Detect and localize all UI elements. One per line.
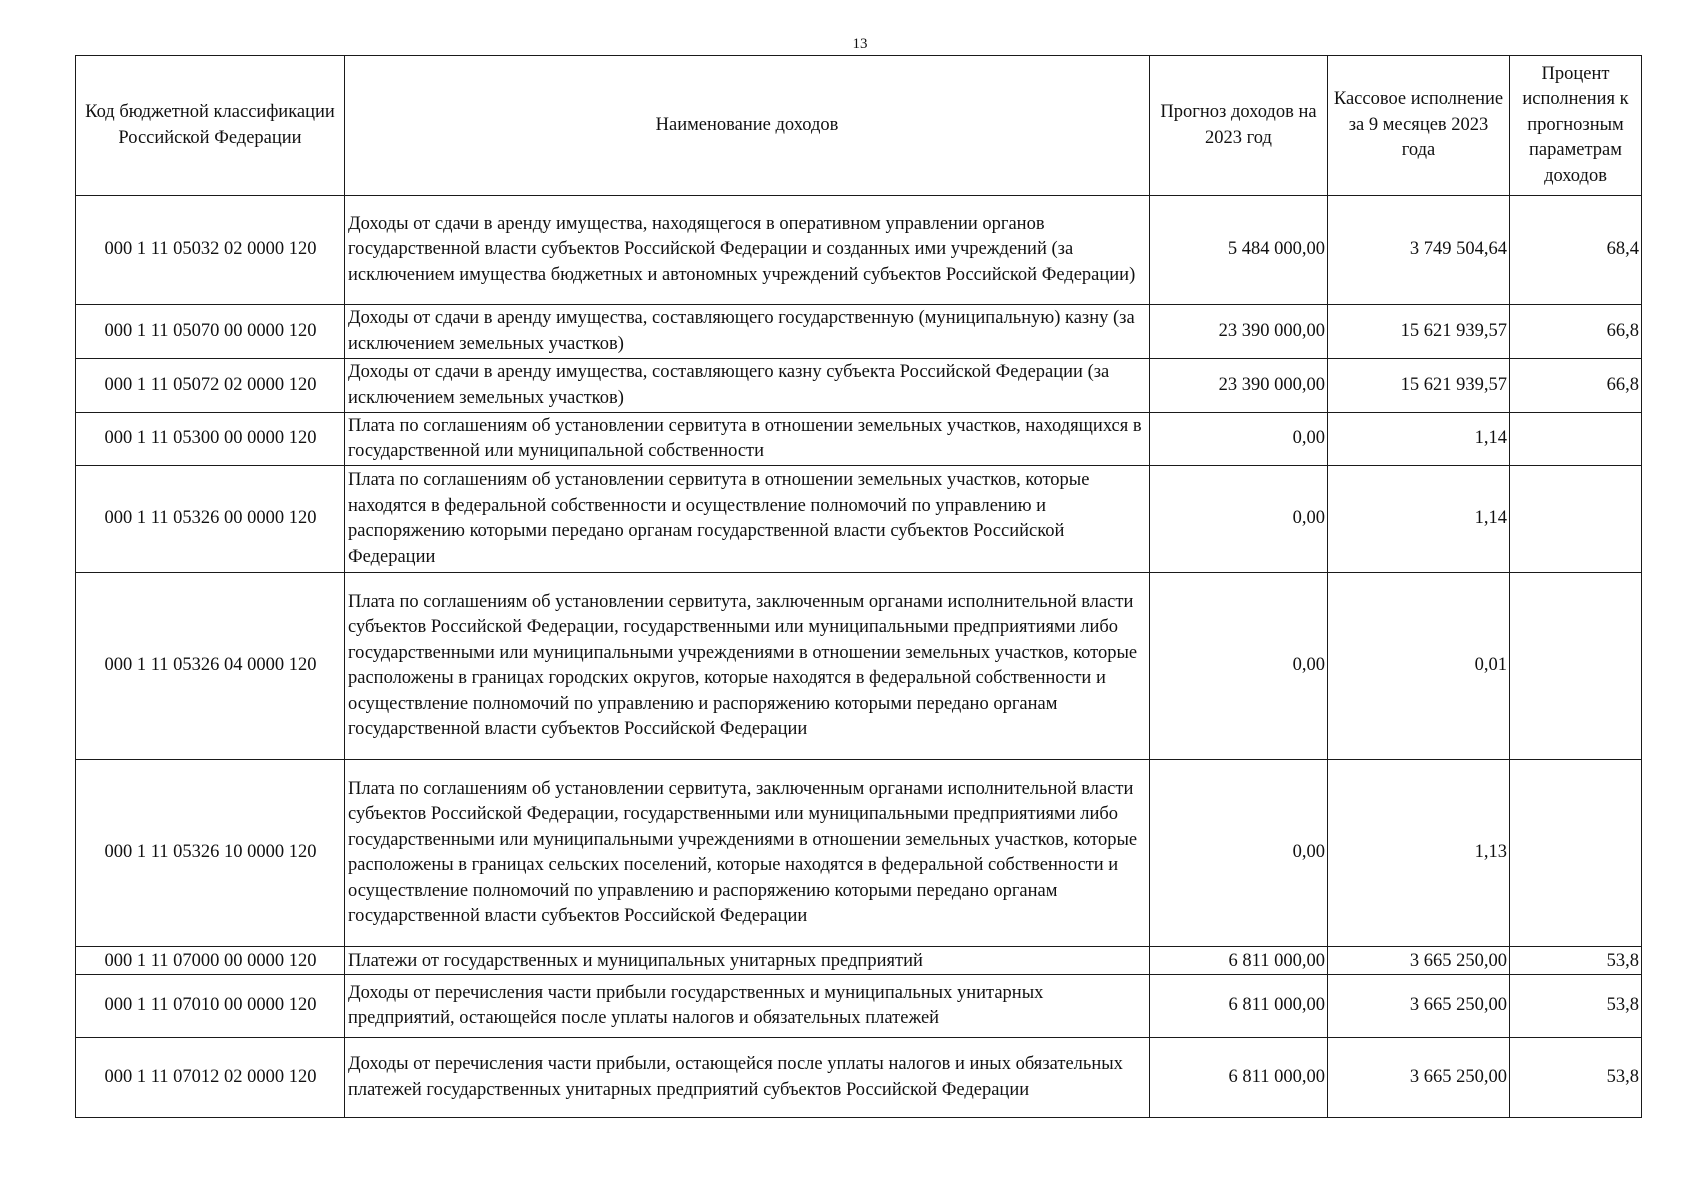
table-row <box>76 359 1642 413</box>
table-header-row <box>76 56 1642 196</box>
table-row <box>76 196 1642 305</box>
row-percent-value <box>1510 413 1642 466</box>
row-forecast-value: 23 390 000,00 <box>1150 359 1328 413</box>
row-percent-value: 68,4 <box>1510 196 1642 305</box>
header-revenue-name: Наименование доходов <box>345 56 1150 196</box>
revenue-table <box>75 55 1642 1118</box>
row-forecast-value: 0,00 <box>1150 413 1328 466</box>
row-forecast-value: 6 811 000,00 <box>1150 975 1328 1038</box>
table-row <box>76 1038 1642 1118</box>
row-forecast-value: 23 390 000,00 <box>1150 305 1328 359</box>
table-row <box>76 947 1642 975</box>
row-budget-code: 000 1 11 05070 00 0000 120 <box>76 305 345 359</box>
row-forecast-value: 0,00 <box>1150 573 1328 760</box>
table-row <box>76 466 1642 573</box>
row-percent-value: 53,8 <box>1510 975 1642 1038</box>
header-cash-execution: Кассовое исполнение за 9 месяцев 2023 года <box>1328 56 1510 196</box>
row-revenue-name: Платежи от государственных и муниципальных унитарных предприятий <box>345 947 1150 975</box>
row-revenue-name: Плата по соглашениям об установлении сервитута, заключенным органами исполнительной власти субъектов Российской Федерации, государственными или муниципальными предприятиями либо государственными или муниципальными учреждениями в отношении земельных участков, которые расположены в границах городских округов, которые находятся в федеральной собственности и осуществление полномочий по управлению и распоряжению которыми передано органам государственной власти субъектов Российской Федерации <box>345 573 1150 760</box>
row-budget-code: 000 1 11 05326 04 0000 120 <box>76 573 345 760</box>
row-budget-code: 000 1 11 05300 00 0000 120 <box>76 413 345 466</box>
row-execution-value: 15 621 939,57 <box>1328 359 1510 413</box>
row-forecast-value: 6 811 000,00 <box>1150 947 1328 975</box>
row-percent-value <box>1510 573 1642 760</box>
row-percent-value: 53,8 <box>1510 947 1642 975</box>
header-execution-percent: Процент исполнения к прогнозным параметрам доходов <box>1510 56 1642 196</box>
row-execution-value: 1,13 <box>1328 760 1510 947</box>
row-execution-value: 3 665 250,00 <box>1328 947 1510 975</box>
table-row <box>76 413 1642 466</box>
table-row <box>76 975 1642 1038</box>
row-revenue-name: Доходы от сдачи в аренду имущества, находящегося в оперативном управлении органов государственной власти субъектов Российской Федерации и созданных ими учреждений (за исключением имущества бюджетных и автономных учреждений субъектов Российской Федерации) <box>345 196 1150 305</box>
table-row <box>76 573 1642 760</box>
row-percent-value: 66,8 <box>1510 359 1642 413</box>
row-execution-value: 0,01 <box>1328 573 1510 760</box>
row-execution-value: 1,14 <box>1328 466 1510 573</box>
row-budget-code: 000 1 11 05032 02 0000 120 <box>76 196 345 305</box>
row-revenue-name: Доходы от сдачи в аренду имущества, составляющего государственную (муниципальную) казну (за исключением земельных участков) <box>345 305 1150 359</box>
row-budget-code: 000 1 11 05326 10 0000 120 <box>76 760 345 947</box>
row-execution-value: 3 749 504,64 <box>1328 196 1510 305</box>
row-forecast-value: 6 811 000,00 <box>1150 1038 1328 1118</box>
row-execution-value: 1,14 <box>1328 413 1510 466</box>
row-revenue-name: Плата по соглашениям об установлении сервитута в отношении земельных участков, которые находятся в федеральной собственности и осуществление полномочий по управлению и распоряжению которыми передано органам государственной власти субъектов Российской Федерации <box>345 466 1150 573</box>
header-forecast-2023: Прогноз доходов на 2023 год <box>1150 56 1328 196</box>
row-revenue-name: Доходы от перечисления части прибыли государственных и муниципальных унитарных предприятий, остающейся после уплаты налогов и обязательных платежей <box>345 975 1150 1038</box>
row-execution-value: 3 665 250,00 <box>1328 1038 1510 1118</box>
row-budget-code: 000 1 11 05326 00 0000 120 <box>76 466 345 573</box>
row-forecast-value: 5 484 000,00 <box>1150 196 1328 305</box>
header-budget-code: Код бюджетной классификации Российской Федерации <box>76 56 345 196</box>
row-budget-code: 000 1 11 07000 00 0000 120 <box>76 947 345 975</box>
row-revenue-name: Плата по соглашениям об установлении сервитута, заключенным органами исполнительной власти субъектов Российской Федерации, государственными или муниципальными предприятиями либо государственными или муниципальными учреждениями в отношении земельных участков, которые расположены в границах сельских поселений, которые находятся в федеральной собственности и осуществление полномочий по управлению и распоряжению которыми передано органам государственной власти субъектов Российской Федерации <box>345 760 1150 947</box>
row-revenue-name: Доходы от перечисления части прибыли, остающейся после уплаты налогов и иных обязательных платежей государственных унитарных предприятий субъектов Российской Федерации <box>345 1038 1150 1118</box>
row-percent-value: 53,8 <box>1510 1038 1642 1118</box>
row-budget-code: 000 1 11 05072 02 0000 120 <box>76 359 345 413</box>
row-revenue-name: Доходы от сдачи в аренду имущества, составляющего казну субъекта Российской Федерации (за исключением земельных участков) <box>345 359 1150 413</box>
row-execution-value: 3 665 250,00 <box>1328 975 1510 1038</box>
table-row <box>76 760 1642 947</box>
row-forecast-value: 0,00 <box>1150 760 1328 947</box>
row-execution-value: 15 621 939,57 <box>1328 305 1510 359</box>
page-number: 13 <box>852 36 868 52</box>
row-percent-value <box>1510 760 1642 947</box>
row-revenue-name: Плата по соглашениям об установлении сервитута в отношении земельных участков, находящихся в государственной или муниципальной собственности <box>345 413 1150 466</box>
row-percent-value <box>1510 466 1642 573</box>
row-percent-value: 66,8 <box>1510 305 1642 359</box>
row-budget-code: 000 1 11 07010 00 0000 120 <box>76 975 345 1038</box>
row-forecast-value: 0,00 <box>1150 466 1328 573</box>
row-budget-code: 000 1 11 07012 02 0000 120 <box>76 1038 345 1118</box>
table-row <box>76 305 1642 359</box>
